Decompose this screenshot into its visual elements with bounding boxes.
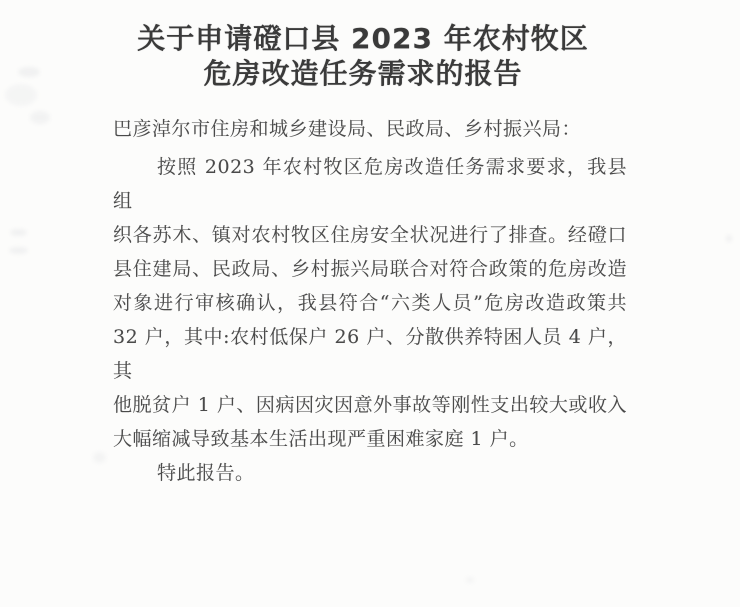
- scan-smudge: [10, 229, 27, 236]
- body-line: 按照 2023 年农村牧区危房改造任务需求要求，我县组: [113, 156, 627, 212]
- body-line: 他脱贫户 1 户、因病因灾因意外事故等刚性支出较大或收入: [113, 394, 627, 416]
- scan-smudge: [726, 235, 732, 242]
- main-paragraph: [113, 150, 627, 456]
- body-line: 对象进行审核确认，我县符合“六类人员”危房改造政策共: [113, 292, 627, 314]
- title-line-2: 危房改造任务需求的报告: [203, 57, 523, 90]
- body-line: 织各苏木、镇对农村牧区住房安全状况进行了排查。经磴口: [113, 224, 627, 246]
- title-line-1: 关于申请磴口县 2023 年农村牧区: [137, 22, 589, 55]
- closing-line: 特此报告。: [157, 462, 255, 484]
- salutation: 巴彦淖尔市住房和城乡建设局、民政局、乡村振兴局：: [113, 118, 582, 140]
- body-line: 32 户，其中:农村低保户 26 户、分散供养特困人员 4 户，其: [113, 326, 627, 382]
- scan-smudge: [9, 247, 28, 254]
- scan-smudge: [93, 452, 106, 463]
- scan-smudge: [466, 577, 474, 583]
- document-body: [113, 112, 627, 490]
- body-line: 大幅缩减导致基本生活出现严重困难家庭 1 户。: [113, 428, 529, 450]
- scan-smudge: [30, 111, 50, 124]
- document-title: [0, 21, 726, 91]
- body-line: 县住建局、民政局、乡村振兴局联合对符合政策的危房改造: [113, 258, 627, 280]
